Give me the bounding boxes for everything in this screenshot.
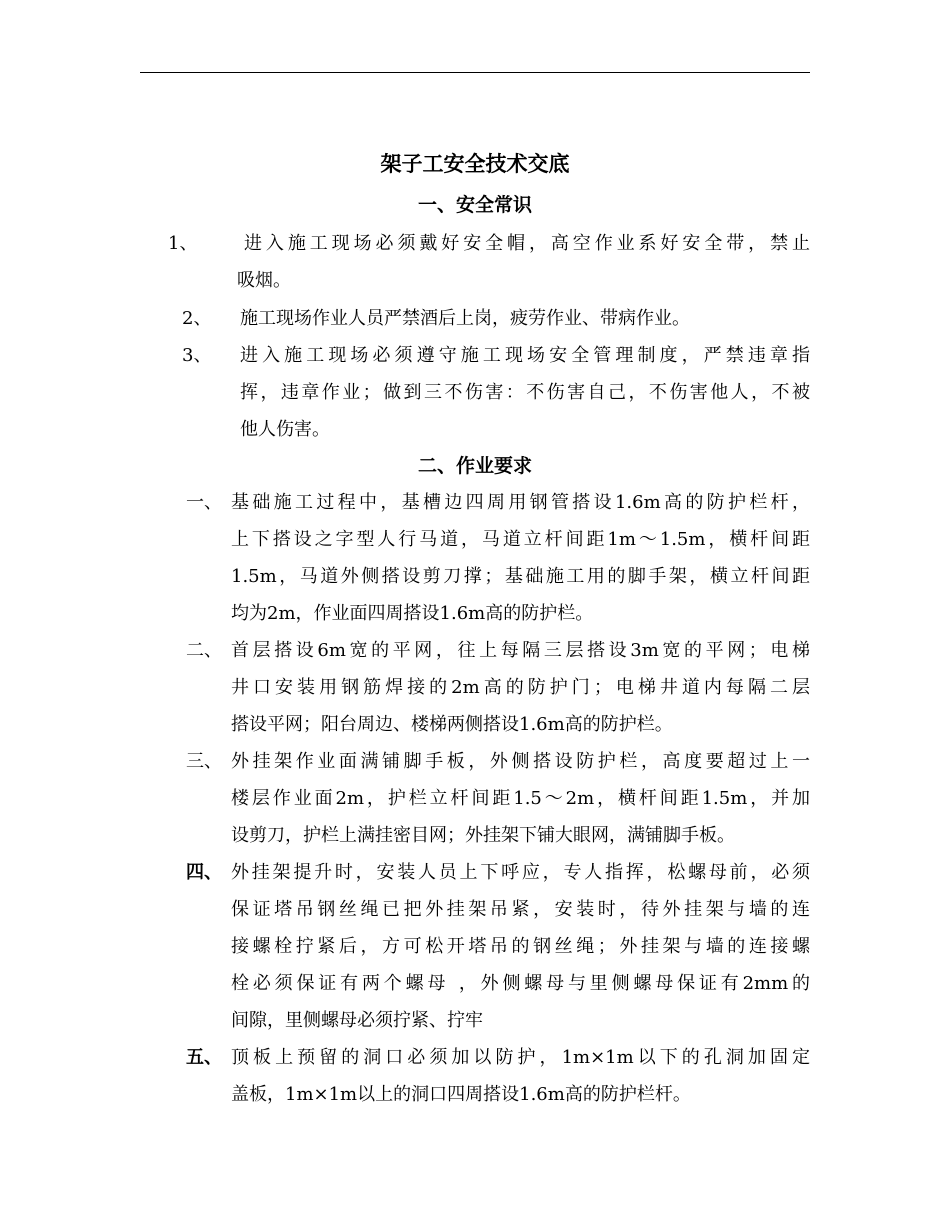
item-line: 井口安装用钢筋焊接的2m高的防护门；电梯井道内每隔二层 <box>231 677 810 698</box>
item-line: 进入施工现场必须戴好安全帽，高空作业系好安全带，禁止 <box>244 233 810 254</box>
section-1-heading: 一、安全常识 <box>417 194 532 216</box>
list-item <box>240 300 810 337</box>
list-item <box>231 854 810 1039</box>
list-item <box>231 484 810 632</box>
item-line: 均为2m，作业面四周搭设1.6m高的防护栏。 <box>231 603 594 624</box>
item-line: 挥，违章作业；做到三不伤害：不伤害自己，不伤害他人，不被 <box>240 382 810 403</box>
item-line: 盖板，1m×1m以上的洞口四周搭设1.6m高的防护栏杆。 <box>231 1084 691 1105</box>
item-number: 一、 <box>186 492 222 513</box>
document-title: 架子工安全技术交底 <box>380 152 570 176</box>
item-line: 楼层作业面2m，护栏立杆间距1.5～2m，横杆间距1.5m，并加 <box>231 788 810 809</box>
item-line: 接螺栓拧紧后，方可松开塔吊的钢丝绳；外挂架与墙的连接螺 <box>231 936 810 957</box>
item-line: 保证塔吊钢丝绳已把外挂架吊紧，安装时，待外挂架与墙的连 <box>231 899 810 920</box>
list-item <box>231 743 810 854</box>
item-line: 他人伤害。 <box>240 419 330 440</box>
item-line: 首层搭设6m宽的平网，往上每隔三层搭设3m宽的平网；电梯 <box>231 640 810 661</box>
item-line: 顶板上预留的洞口必须加以防护，1m×1m以下的孔洞加固定 <box>231 1047 810 1068</box>
item-number: 五、 <box>186 1047 222 1068</box>
item-line: 进入施工现场必须遵守施工现场安全管理制度，严禁违章指 <box>240 345 810 366</box>
item-line: 上下搭设之字型人行马道，马道立杆间距1m～1.5m，横杆间距 <box>231 529 810 550</box>
list-item <box>231 1039 810 1113</box>
item-line: 吸烟。 <box>237 270 291 291</box>
item-line: 基础施工过程中，基槽边四周用钢管搭设1.6m高的防护栏杆， <box>231 492 810 513</box>
item-line: 外挂架作业面满铺脚手板，外侧搭设防护栏，高度要超过上一 <box>231 751 810 772</box>
item-line: 栓必须保证有两个螺母 ，外侧螺母与里侧螺母保证有2mm的 <box>231 973 810 994</box>
item-number: 二、 <box>186 640 222 661</box>
item-number: 三、 <box>186 751 222 772</box>
item-line: 设剪刀，护栏上满挂密目网；外挂架下铺大眼网，满铺脚手板。 <box>231 825 735 846</box>
item-line: 1.5m，马道外侧搭设剪刀撑；基础施工用的脚手架，横立杆间距 <box>231 566 810 587</box>
item-number: 1、 <box>168 233 198 254</box>
list-item <box>231 632 810 743</box>
item-line: 外挂架提升时，安装人员上下呼应，专人指挥，松螺母前，必须 <box>231 862 810 883</box>
item-number: 四、 <box>186 862 222 883</box>
item-number: 2、 <box>182 308 212 329</box>
item-line: 间隙，里侧螺母必须拧紧、拧牢 <box>231 1010 483 1031</box>
item-line: 施工现场作业人员严禁酒后上岗，疲劳作业、带病作业。 <box>240 308 690 329</box>
header-rule <box>140 72 810 73</box>
list-item <box>240 337 810 448</box>
item-line: 搭设平网；阳台周边、楼梯两侧搭设1.6m高的防护栏。 <box>231 714 673 735</box>
list-item <box>237 225 810 299</box>
item-number: 3、 <box>182 345 212 366</box>
section-2-heading: 二、作业要求 <box>417 455 532 477</box>
